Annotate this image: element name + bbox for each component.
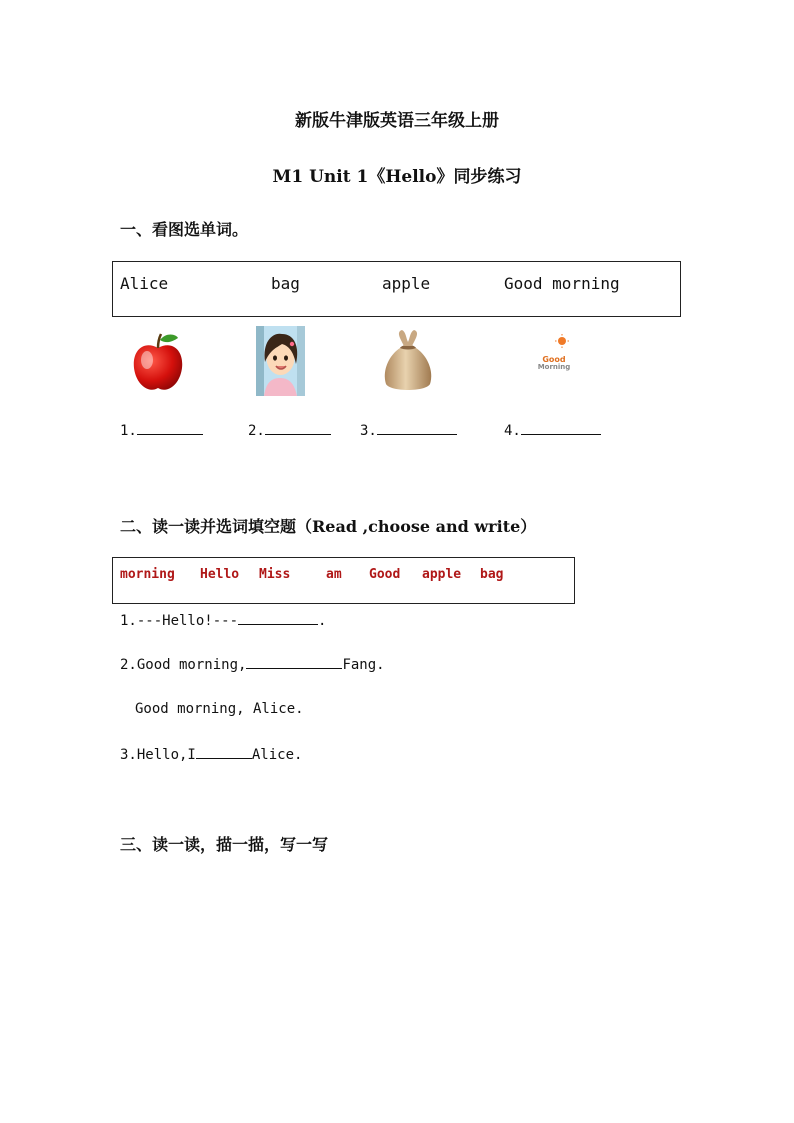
- word-option: bag: [271, 274, 300, 293]
- bag-picture: [382, 328, 434, 392]
- good-morning-picture-word: Morning: [537, 363, 571, 371]
- question-2-reply: Good morning, Alice.: [135, 701, 304, 717]
- apple-picture: [130, 332, 186, 394]
- answer-blank-4[interactable]: 4.: [504, 422, 601, 439]
- word-option: Alice: [120, 274, 169, 293]
- answer-blank-2[interactable]: 2.: [248, 422, 331, 439]
- question-2: 2.Good morning, Fang.: [120, 657, 385, 673]
- word-bank-item: bag: [480, 567, 504, 582]
- section1-word-box: [112, 261, 681, 317]
- document-subtitle: M1 Unit 1《Hello》同步练习: [272, 167, 522, 187]
- section1-heading: 一、看图选单词。: [120, 220, 249, 239]
- question-3-blank[interactable]: [196, 746, 252, 759]
- good-morning-picture-word: Good: [542, 355, 566, 364]
- document-title: 新版牛津版英语三年级上册: [295, 111, 499, 131]
- word-bank-item: Hello: [200, 567, 240, 582]
- girl-alice-picture: [256, 326, 305, 396]
- word-option: apple: [382, 274, 431, 293]
- question-1-blank[interactable]: [238, 612, 318, 625]
- question-1: 1.---Hello!--- .: [120, 613, 327, 629]
- word-bank-item: am: [326, 567, 342, 582]
- question-2-blank[interactable]: [246, 656, 342, 669]
- good-morning-sun-picture: [534, 333, 574, 373]
- answer-blank-1[interactable]: 1.: [120, 422, 203, 439]
- word-option: Good morning: [504, 274, 620, 293]
- section2-word-bank: [112, 557, 575, 604]
- question-3: 3.Hello,I Alice.: [120, 747, 303, 763]
- section2-heading: 二、读一读并选词填空题（Read ,choose and write）: [120, 517, 537, 536]
- word-bank-item: Good: [369, 567, 401, 582]
- section3-heading: 三、读一读，描一描，写一写: [120, 835, 329, 854]
- word-bank-item: morning: [120, 567, 175, 582]
- answer-blank-3[interactable]: 3.: [360, 422, 457, 439]
- word-bank-item: apple: [422, 567, 462, 582]
- word-bank-item: Miss: [259, 567, 291, 582]
